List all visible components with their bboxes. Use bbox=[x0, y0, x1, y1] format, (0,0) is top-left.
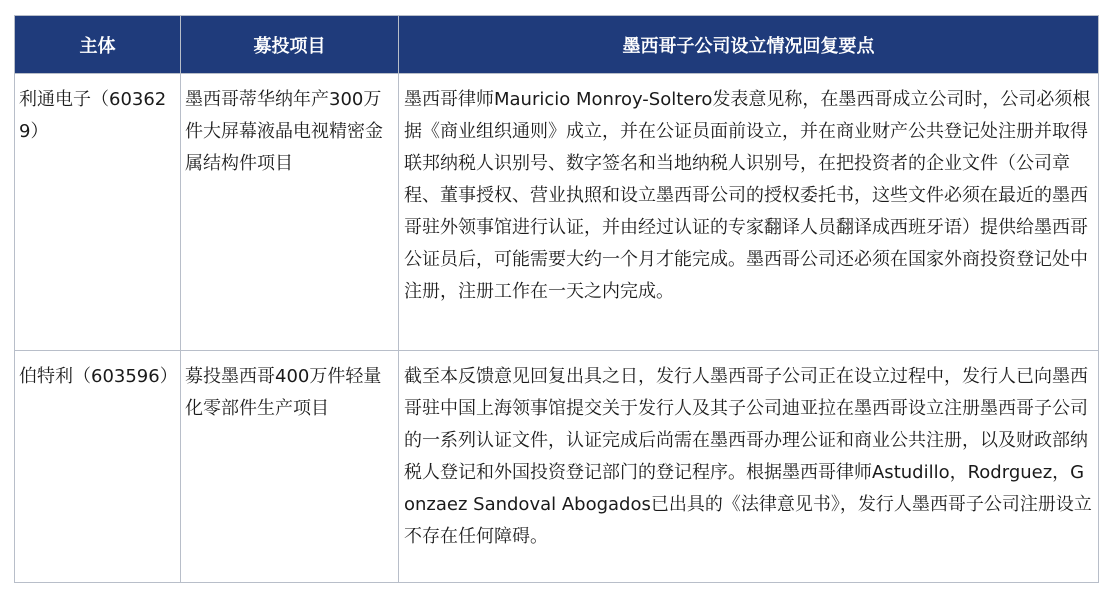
header-subject: 主体 bbox=[15, 16, 181, 74]
header-summary: 墨西哥子公司设立情况回复要点 bbox=[399, 16, 1099, 74]
table-row bbox=[15, 351, 1099, 583]
header-project: 募投项目 bbox=[181, 16, 399, 74]
table-header-row bbox=[15, 16, 1099, 74]
mexico-subsidiary-table bbox=[14, 15, 1099, 583]
cell-subject: 伯特利（603596） bbox=[15, 351, 181, 583]
cell-summary: 截至本反馈意见回复出具之日，发行人墨西哥子公司正在设立过程中，发行人已向墨西哥驻中国上海领事馆提交关于发行人及其子公司迪亚拉在墨西哥设立注册墨西哥子公司的一系列认证文件，认证完成后尚需在墨西哥办理公证和商业公共注册，以及财政部纳税人登记和外国投资登记部门的登记程序。根据墨西哥律师Astudillo，Rodrguez，Gonzaez Sandoval Abogados已出具的《法律意见书》，发行人墨西哥子公司注册设立不存在任何障碍。 bbox=[399, 351, 1099, 583]
cell-project: 墨西哥蒂华纳年产300万件大屏幕液晶电视精密金属结构件项目 bbox=[181, 74, 399, 351]
cell-summary: 墨西哥律师Mauricio Monroy-Soltero发表意见称，在墨西哥成立公司时，公司必须根据《商业组织通则》成立，并在公证员面前设立，并在商业财产公共登记处注册并取得联邦纳税人识别号、数字签名和当地纳税人识别号，在把投资者的企业文件（公司章程、董事授权、营业执照和设立墨西哥公司的授权委托书，这些文件必须在最近的墨西哥驻外领事馆进行认证，并由经过认证的专家翻译人员翻译成西班牙语）提供给墨西哥公证员后，可能需要大约一个月才能完成。墨西哥公司还必须在国家外商投资登记处中注册，注册工作在一天之内完成。 bbox=[399, 74, 1099, 351]
cell-subject: 利通电子（603629） bbox=[15, 74, 181, 351]
table-row bbox=[15, 74, 1099, 351]
cell-project: 募投墨西哥400万件轻量化零部件生产项目 bbox=[181, 351, 399, 583]
mexico-subsidiary-table-container bbox=[14, 15, 1098, 583]
